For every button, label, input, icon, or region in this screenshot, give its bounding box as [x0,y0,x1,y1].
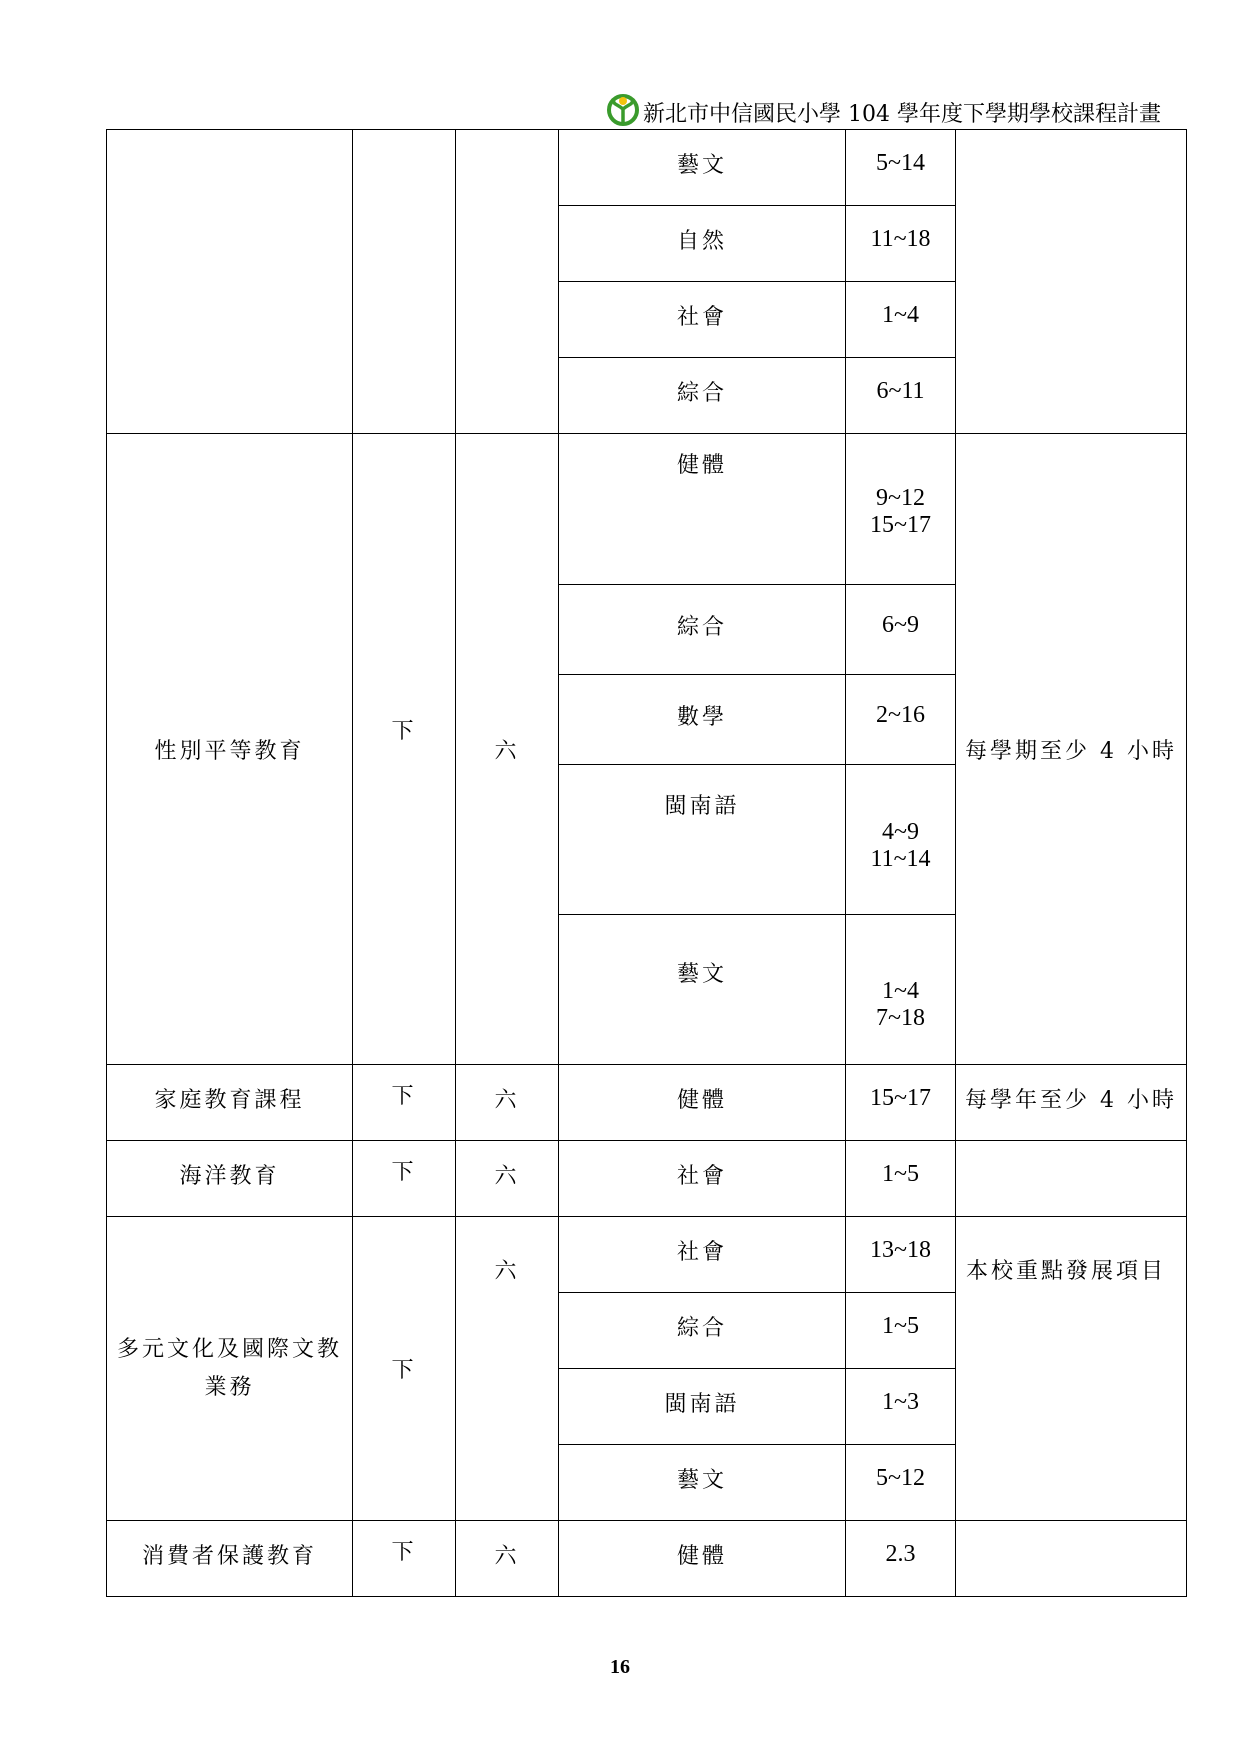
subject-cell: 綜合 [676,615,727,640]
subject-cell: 健體 [676,1088,727,1113]
grade-cell: 六 [456,434,559,1065]
weeks-cell: 1~4 [882,302,919,328]
note-cell [956,1521,1187,1597]
school-logo-icon [605,92,641,128]
note-cell: 每學年至少 4 小時 [965,1088,1177,1113]
weeks-cell: 13~18 [870,1237,931,1263]
weeks-cell: 1~3 [882,1389,919,1415]
subject-cell: 閩南語 [664,1392,740,1417]
note-cell [956,1141,1187,1217]
weeks-line: 4~9 [882,818,919,845]
weeks-cell: 2.3 [885,1541,916,1567]
topic-cell: 海洋教育 [179,1164,280,1189]
table-row [107,434,1187,585]
table-row [107,1065,1187,1141]
grade-cell [456,130,559,434]
semester-cell: 下 [353,1217,456,1521]
note-cell [956,130,1187,434]
subject-cell: 藝文 [676,153,727,178]
grade-cell: 六 [494,1088,520,1113]
topic-cell: 消費者保護教育 [141,1544,317,1569]
topic-text: 多元文化及國際文教業務 [116,1336,342,1400]
subject-cell: 綜合 [676,381,727,406]
weeks-cell [846,799,955,881]
note-cell [956,1217,1187,1521]
semester-cell [353,434,456,1065]
weeks-cell: 6~9 [882,612,919,638]
weeks-cell: 1~5 [882,1161,919,1187]
weeks-cell: 15~17 [870,1085,931,1111]
semester-cell: 下 [391,1084,417,1109]
weeks-cell: 6~11 [876,378,925,404]
page-header [605,88,1161,128]
subject-cell: 閩南語 [664,794,740,819]
table-row [107,1217,1187,1293]
grade-cell: 六 [494,1164,520,1189]
topic-cell [107,1217,353,1521]
subject-cell: 自然 [676,229,727,254]
semester-cell: 下 [391,1540,417,1565]
subject-cell: 社會 [676,1164,727,1189]
subject-cell: 數學 [676,705,727,730]
subject-cell: 社會 [676,1240,727,1265]
grade-cell [456,1217,559,1521]
subject-cell: 健體 [676,453,727,478]
weeks-cell: 11~18 [870,226,931,252]
weeks-cell: 1~5 [882,1313,919,1339]
table-row [107,130,1187,206]
weeks-cell: 5~14 [876,150,925,176]
weeks-line: 7~18 [876,1004,925,1031]
weeks-cell: 5~12 [876,1465,925,1491]
weeks-cell: 2~16 [876,702,925,728]
topic-cell [107,130,353,434]
page-number: 16 [610,1656,630,1678]
grade-value: 六 [494,1259,520,1284]
topic-cell: 性別平等教育 [107,434,353,1065]
semester-value: 下 [391,718,417,744]
note-cell: 每學期至少 4 小時 [956,434,1187,1065]
subject-cell: 健體 [676,1544,727,1569]
table-row [107,1141,1187,1217]
semester-cell: 下 [391,1160,417,1185]
weeks-cell [846,940,955,1040]
subject-cell: 藝文 [676,962,727,987]
curriculum-table [106,129,1187,1597]
weeks-cell [846,471,955,547]
subject-cell: 社會 [676,305,727,330]
subject-cell: 藝文 [676,1468,727,1493]
page-title: 新北市中信國民小學 104 學年度下學期學校課程計畫 [643,102,1161,127]
weeks-line: 11~14 [870,845,931,872]
table-row [107,1521,1187,1597]
note-value: 本校重點發展項目 [966,1259,1167,1284]
subject-cell: 綜合 [676,1316,727,1341]
weeks-line: 1~4 [882,977,919,1004]
weeks-line: 9~12 [876,485,925,511]
grade-cell: 六 [494,1544,520,1569]
weeks-line: 15~17 [870,512,931,538]
topic-cell: 家庭教育課程 [154,1088,305,1113]
semester-cell [353,130,456,434]
